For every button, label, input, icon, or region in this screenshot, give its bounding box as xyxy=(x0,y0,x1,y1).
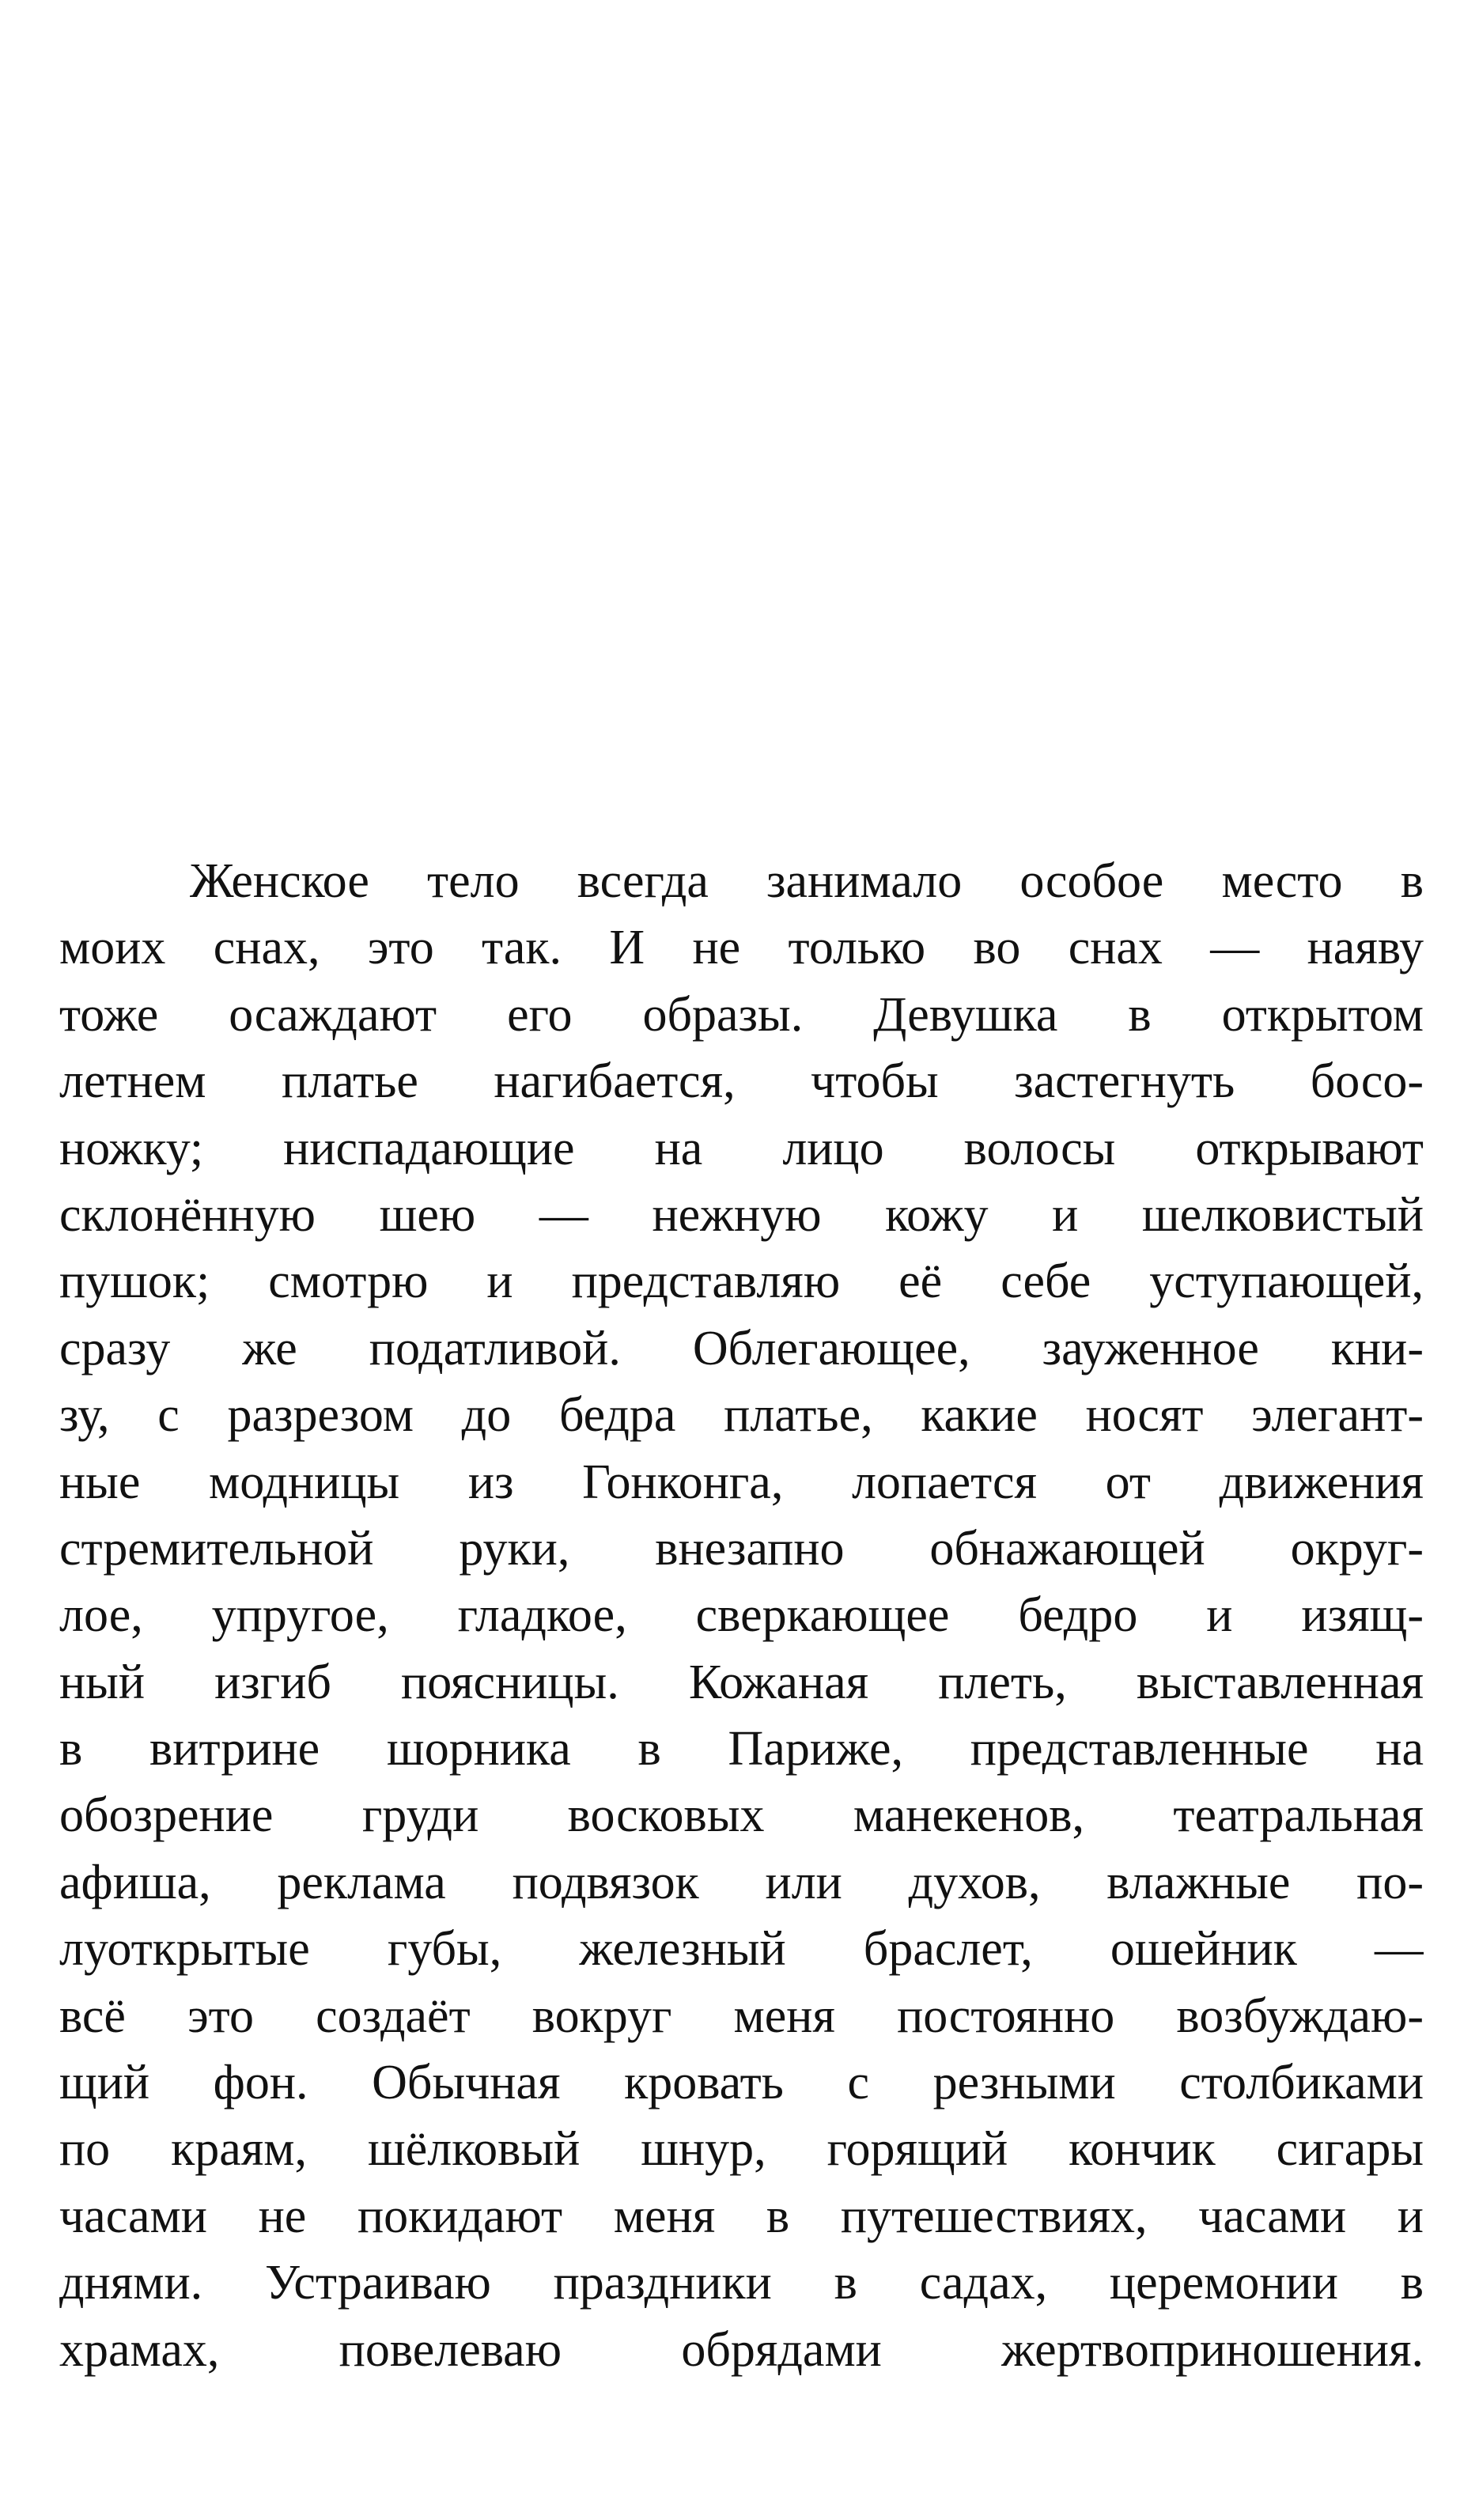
text-line: летнем платье нагибается, чтобы застегнуть босо- xyxy=(59,1054,1424,1109)
text-line: склонённую шею — нежную кожу и шелковистый xyxy=(59,1187,1424,1242)
text-line: ножку; ниспадающие на лицо волосы открывают xyxy=(59,1121,1424,1175)
text-line: Женское тело всегда занимало особое место в xyxy=(190,854,1424,908)
text-line: обозрение груди восковых манекенов, театральная xyxy=(59,1788,1424,1843)
text-line: в витрине шорника в Париже, представленные на xyxy=(59,1722,1424,1776)
text-line: днями. Устраиваю праздники в садах, церемонии в xyxy=(59,2256,1424,2310)
text-line: ный изгиб поясницы. Кожаная плеть, выставленная xyxy=(59,1655,1424,1709)
text-line: афиша, реклама подвязок или духов, влажные по- xyxy=(59,1855,1424,1909)
text-line: по краям, шёлковый шнур, горящий кончик сигары xyxy=(59,2122,1424,2177)
text-line: луоткрытые губы, железный браслет, ошейник — xyxy=(59,1922,1424,1977)
text-line: моих снах, это так. И не только во снах — наяву xyxy=(59,921,1424,975)
text-line: тоже осаждают его образы. Девушка в открытом xyxy=(59,987,1424,1042)
paragraph xyxy=(59,848,1424,2383)
text-line: пушок; смотрю и представляю её себе уступающей, xyxy=(59,1254,1424,1309)
text-line: храмах, повелеваю обрядами жертвоприношения. xyxy=(59,2322,1424,2377)
text-line: стремительной руки, внезапно обнажающей округ- xyxy=(59,1521,1424,1576)
text-line: всё это создаёт вокруг меня постоянно возбуждаю- xyxy=(59,1988,1424,2043)
text-line: сразу же податливой. Облегающее, зауженное кни- xyxy=(59,1321,1424,1375)
text-line: лое, упругое, гладкое, сверкающее бедро и изящ- xyxy=(59,1588,1424,1643)
text-line: зу, с разрезом до бедра платье, какие носят элегант- xyxy=(59,1388,1424,1443)
text-line: часами не покидают меня в путешествиях, часами и xyxy=(59,2189,1424,2243)
text-line: щий фон. Обычная кровать с резными столбиками xyxy=(59,2056,1424,2110)
text-line: ные модницы из Гонконга, лопается от движения xyxy=(59,1455,1424,1509)
